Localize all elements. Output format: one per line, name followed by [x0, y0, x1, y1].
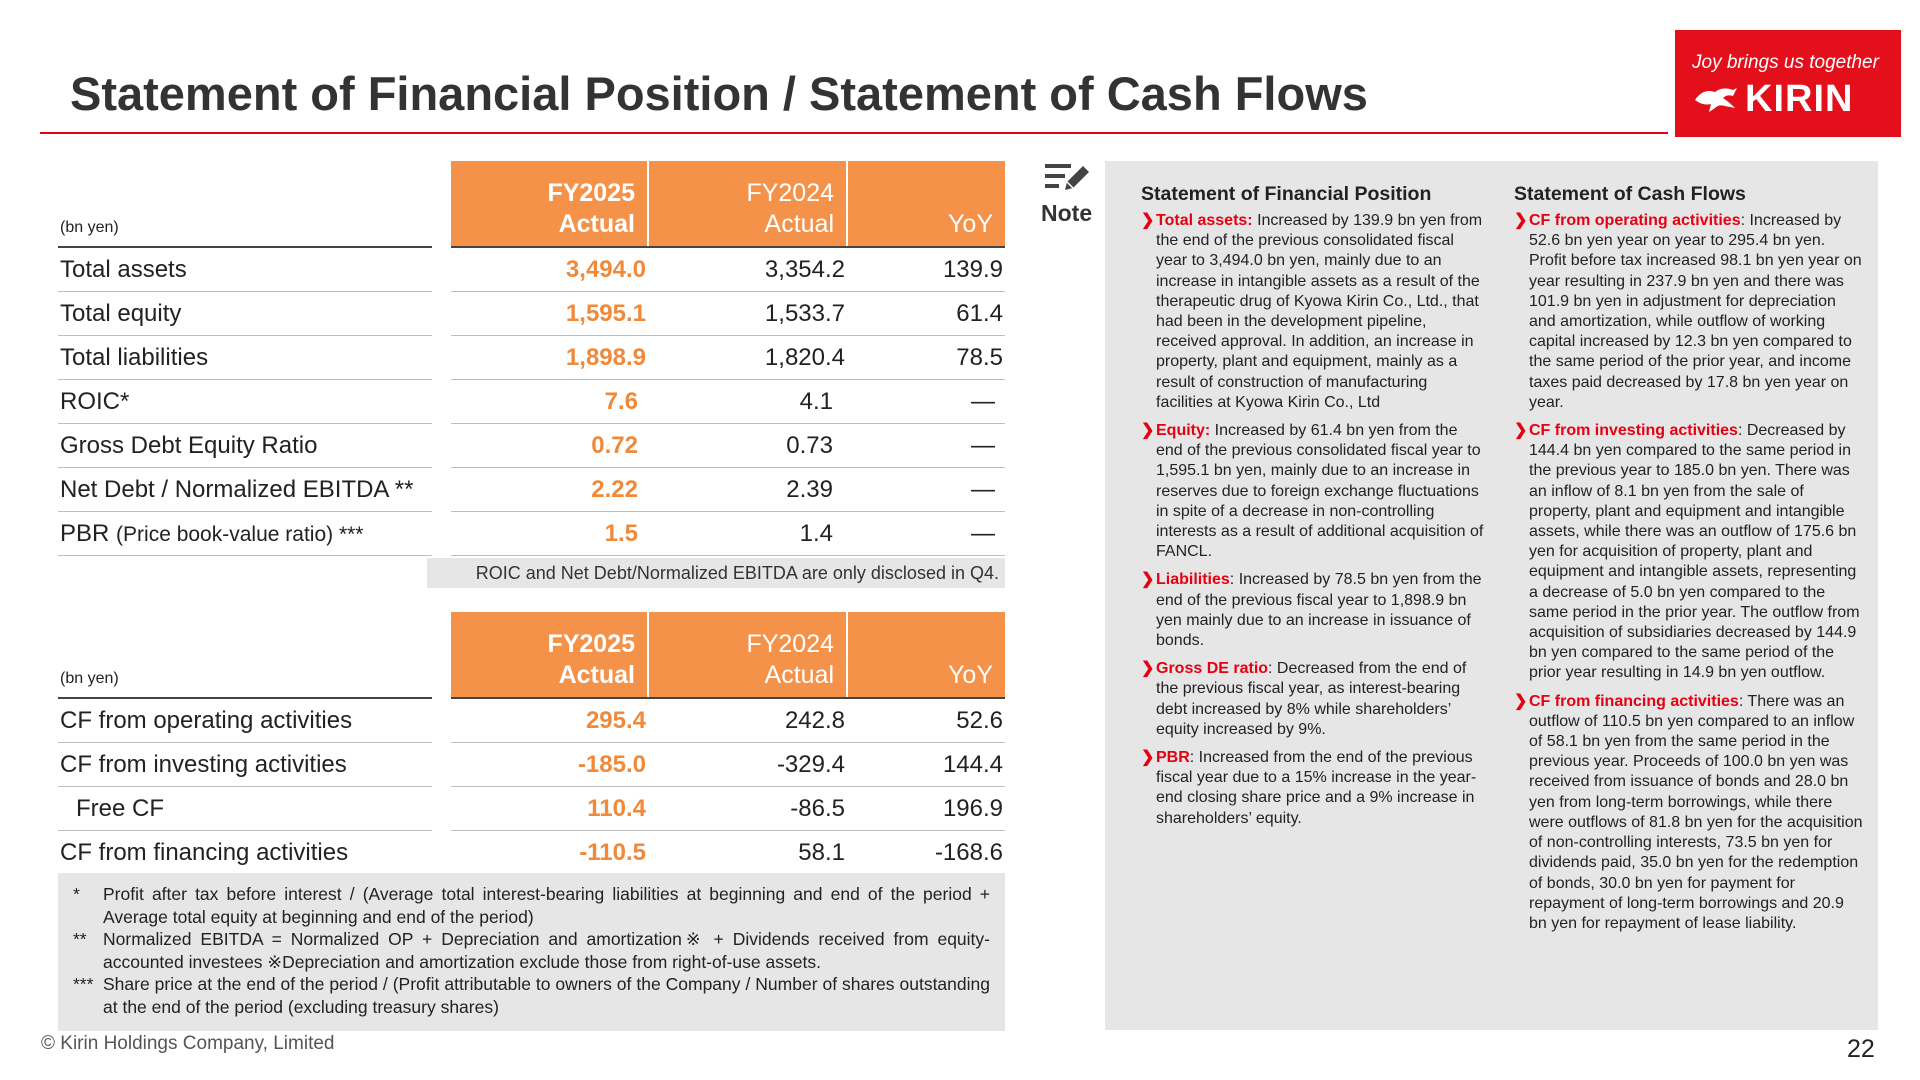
- financial-position-notes: [1141, 183, 1486, 837]
- row-label: Free CF: [58, 787, 432, 831]
- row-label: Total liabilities: [58, 336, 432, 380]
- chevron-right-icon: ❯: [1514, 692, 1528, 710]
- fy2024-value: 1,533.7: [648, 292, 847, 336]
- row-label: Net Debt / Normalized EBITDA **: [58, 468, 432, 512]
- table-row: [58, 831, 1005, 875]
- fy2025-value: -185.0: [451, 743, 648, 787]
- row-label: Gross Debt Equity Ratio: [58, 424, 432, 468]
- row-label: Total equity: [58, 292, 432, 336]
- note-item: ❯ CF from operating activities: Increased by 52.6 bn yen year on year to 295.4 bn yen. Profit before tax increased 98.1 bn yen year on year resulting in 237.9 bn yen and there was 101.9 bn yen in adjustment for depreciation and amortization, while outflow of working capital increased by 12.3 bn yen compared to the same period of the prior year, and income taxes paid decreased by 17.8 bn yen year on year.: [1514, 212, 1862, 411]
- title-divider: [40, 132, 1668, 134]
- note-icon: [1043, 160, 1091, 196]
- chevron-right-icon: ❯: [1514, 212, 1528, 229]
- yoy-value: 144.4: [847, 743, 1005, 787]
- logo-tagline: Joy brings us together: [1692, 52, 1879, 73]
- footnote: [73, 973, 990, 1018]
- footnote: [73, 883, 990, 928]
- table-row: [58, 247, 1005, 292]
- row-label: CF from investing activities: [58, 743, 432, 787]
- notes-heading: Statement of Financial Position: [1141, 183, 1432, 205]
- note-item: ❯ Gross DE ratio: Decreased from the end of the previous fiscal year, as interest-bearing debt increased by 8% while shareholders’ equity increased by 9%.: [1141, 660, 1467, 738]
- yoy-value: 196.9: [847, 787, 1005, 831]
- note-item: ❯ Total assets: Increased by 139.9 bn yen from the end of the previous consolidated fiscal year to 3,494.0 bn yen, mainly due to an increase in intangible assets as a result of the therapeutic drug of Kyowa Kirin Co., Ltd., that had been in the development pipeline, received approval. In addition, an increase in property, plant and equipment, mainly as a result of construction of manufacturing facilities at Kyowa Kirin Co., Ltd: [1141, 212, 1483, 411]
- table-row: [58, 380, 1005, 424]
- cash-flow-notes: [1514, 183, 1866, 942]
- table-row: [58, 787, 1005, 831]
- chevron-right-icon: ❯: [1514, 422, 1528, 440]
- table-row: [58, 336, 1005, 380]
- disclosure-note: ROIC and Net Debt/Normalized EBITDA are only disclosed in Q4.: [427, 558, 1005, 588]
- column-header-fy2024: FY2024 Actual: [648, 161, 847, 247]
- table-row: [58, 424, 1005, 468]
- row-label: ROIC*: [58, 380, 432, 424]
- fy2024-value: 4.1: [648, 380, 847, 424]
- column-header-fy2025: FY2025 Actual: [451, 161, 648, 247]
- fy2024-value: 58.1: [648, 831, 847, 875]
- row-label: Total assets: [58, 247, 432, 292]
- fy2025-value: 1,595.1: [451, 292, 648, 336]
- fy2024-value: 0.73: [648, 424, 847, 468]
- table-row: [58, 512, 1005, 556]
- chevron-right-icon: ❯: [1141, 660, 1155, 678]
- notes-heading: Statement of Cash Flows: [1514, 183, 1746, 205]
- fy2025-value: -110.5: [451, 831, 648, 875]
- table-row: [58, 292, 1005, 336]
- footnote-mark: ***: [73, 974, 94, 994]
- note-item: ❯ CF from investing activities: Decreased by 144.4 bn yen compared to the same period in the previous year to 185.0 bn yen. There was an inflow of 8.1 bn yen from the sale of property, plant and equipment and intangible assets, while there was an outflow of 175.6 bn yen for acquisition of property, plant and equipment and intangible assets, representing a decrease of 5.0 bn yen compared to the same period in the prior year. The outflow from acquisition of subsidiaries decreased by 144.9 bn yen compared to the same period of the prior year resulting in 14.9 bn yen outflow.: [1514, 422, 1860, 682]
- fy2025-value: 3,494.0: [451, 247, 648, 292]
- footnote-text: Profit after tax before interest / (Average total interest-bearing liabilities at beginning and end of the period + Average total equity at beginning and end of the period): [103, 884, 990, 927]
- footnote-mark: *: [73, 884, 80, 904]
- table-row: [58, 698, 1005, 743]
- copyright: © Kirin Holdings Company, Limited: [41, 1033, 335, 1054]
- table-row: [58, 468, 1005, 512]
- column-header-fy2024: FY2024 Actual: [648, 612, 847, 698]
- fy2025-value: 110.4: [451, 787, 648, 831]
- yoy-value: ―: [847, 424, 1005, 468]
- fy2024-value: 1.4: [648, 512, 847, 556]
- footnote-text: Share price at the end of the period / (Profit attributable to owners of the Company / Number of shares outstanding at the end of the period (excluding treasury shares): [103, 974, 990, 1017]
- chevron-right-icon: ❯: [1141, 749, 1155, 767]
- fy2025-value: 0.72: [451, 424, 648, 468]
- note-item: ❯ PBR: Increased from the end of the previous fiscal year due to a 15% increase in the year-end closing share price and a 9% increase in shareholders’ equity.: [1141, 749, 1477, 827]
- chevron-right-icon: ❯: [1141, 422, 1155, 440]
- footnote-text: Normalized EBITDA = Normalized OP + Depreciation and amortization※ + Dividends received from equity-accounted investees ※Depreciation and amortization exclude those from right-of-use assets.: [103, 929, 990, 972]
- fy2025-value: 1.5: [451, 512, 648, 556]
- kirin-logo: [1675, 30, 1901, 137]
- fy2024-value: -86.5: [648, 787, 847, 831]
- fy2024-value: 1,820.4: [648, 336, 847, 380]
- unit-label: (bn yen): [58, 612, 432, 698]
- row-label: PBR (Price book-value ratio) ***: [58, 512, 432, 556]
- footnote: [73, 928, 990, 973]
- fy2025-value: 295.4: [451, 698, 648, 743]
- row-label: CF from operating activities: [58, 698, 432, 743]
- yoy-value: 61.4: [847, 292, 1005, 336]
- cash-flow-table: [58, 612, 1005, 875]
- page-title: Statement of Financial Position / Statement of Cash Flows: [70, 67, 1368, 120]
- table-row: [58, 743, 1005, 787]
- column-header-fy2025: FY2025 Actual: [451, 612, 648, 698]
- note-label: Note: [1041, 200, 1093, 226]
- kirin-emblem-icon: [1693, 82, 1739, 114]
- row-label: CF from financing activities: [58, 831, 432, 875]
- note-item: ❯ CF from financing activities: There was an outflow of 110.5 bn yen compared to an inflow of 58.1 bn yen from the same period in the previous year. Proceeds of 100.0 bn yen was received from issuance of bonds and 28.0 bn yen from long-term borrowings, while there were outflows of 81.8 bn yen for the acquisition of non-controlling interests, 73.5 bn yen for dividends paid, 35.0 bn yen for the redemption of bonds, 30.0 bn yen for payment for repayment of long-term borrowings and 20.9 bn yen for repayment of lease liability.: [1514, 692, 1863, 932]
- page-number: 22: [1847, 1035, 1875, 1063]
- unit-label: (bn yen): [58, 161, 432, 247]
- column-header-yoy: YoY: [847, 161, 1005, 247]
- fy2024-value: 3,354.2: [648, 247, 847, 292]
- yoy-value: ―: [847, 380, 1005, 424]
- chevron-right-icon: ❯: [1141, 212, 1155, 229]
- yoy-value: 139.9: [847, 247, 1005, 292]
- note-item: ❯ Liabilities: Increased by 78.5 bn yen from the end of the previous fiscal year to 1,898.9 bn yen mainly due to an increase in issuance of bonds.: [1141, 571, 1482, 650]
- yoy-value: -168.6: [847, 831, 1005, 875]
- footnote-mark: **: [73, 929, 87, 949]
- fy2024-value: -329.4: [648, 743, 847, 787]
- yoy-value: ―: [847, 512, 1005, 556]
- yoy-value: ―: [847, 468, 1005, 512]
- fy2024-value: 2.39: [648, 468, 847, 512]
- financial-position-table: [58, 161, 1005, 556]
- column-header-yoy: YoY: [847, 612, 1005, 698]
- fy2025-value: 1,898.9: [451, 336, 648, 380]
- yoy-value: 52.6: [847, 698, 1005, 743]
- fy2025-value: 2.22: [451, 468, 648, 512]
- yoy-value: 78.5: [847, 336, 1005, 380]
- fy2024-value: 242.8: [648, 698, 847, 743]
- chevron-right-icon: ❯: [1141, 571, 1155, 589]
- note-item: ❯ Equity: Increased by 61.4 bn yen from the end of the previous consolidated fiscal year to 1,595.1 bn yen, mainly due to an increase in reserves due to foreign exchange fluctuations in spite of a decrease in non-controlling interests as a result of additional acquisition of FANCL.: [1141, 422, 1484, 561]
- fy2025-value: 7.6: [451, 380, 648, 424]
- logo-wordmark: KIRIN: [1745, 78, 1854, 120]
- footnotes-box: [58, 873, 1005, 1031]
